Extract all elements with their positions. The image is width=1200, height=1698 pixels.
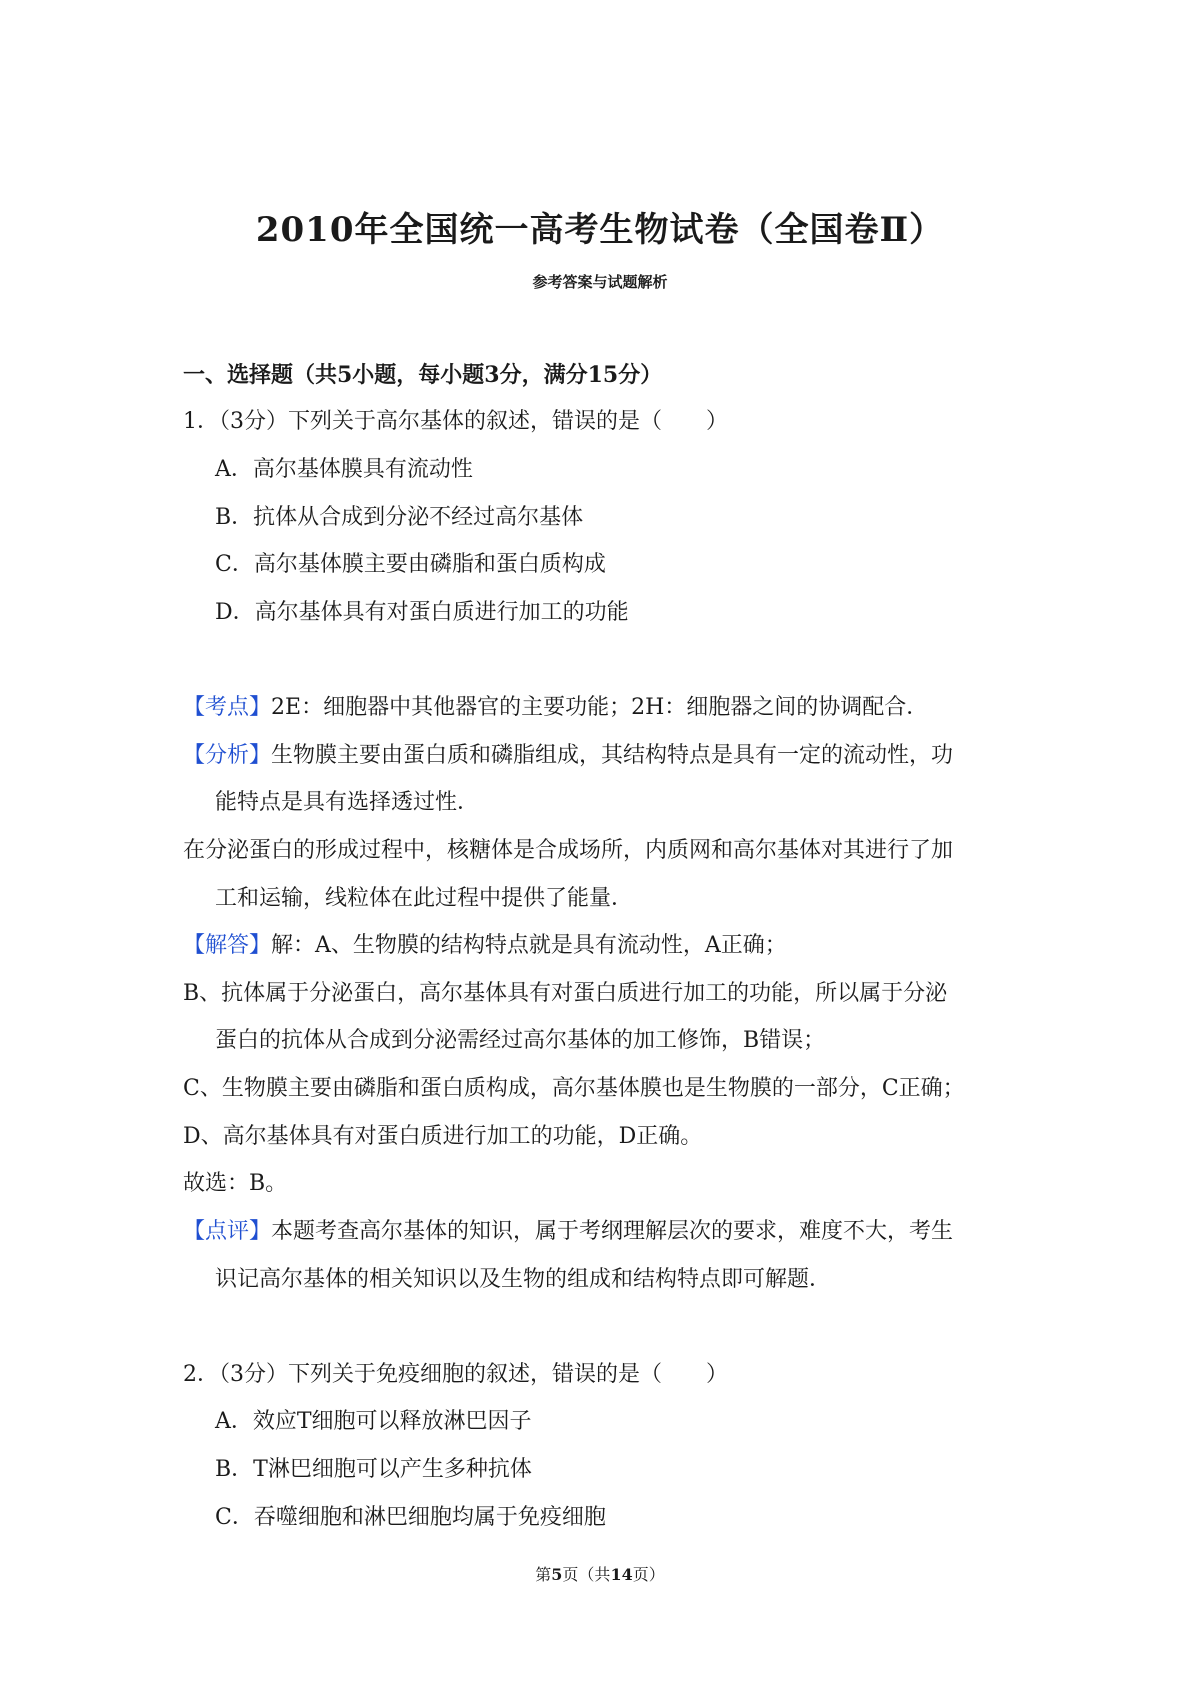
- kaodian-tag: 【考点】: [183, 695, 272, 720]
- jieda-line-1: [183, 931, 1043, 961]
- question-2-stem: 2．（3分）下列关于免疫细胞的叙述，错误的是（ ）: [183, 1362, 728, 1387]
- question-1-stem: 1．（3分）下列关于高尔基体的叙述，错误的是（ ）: [183, 409, 728, 434]
- dianping-text: 本题考查高尔基体的知识，属于考纲理解层次的要求，难度不大，考生: [271, 1219, 954, 1244]
- question-1-option-b: B．抗体从合成到分泌不经过高尔基体: [215, 505, 584, 530]
- question-2-option-b: B．T淋巴细胞可以产生多种抗体: [215, 1457, 532, 1482]
- section-heading: 一、选择题（共5小题，每小题3分，满分15分）: [183, 362, 663, 388]
- fenxi-line-3: 在分泌蛋白的形成过程中，核糖体是合成场所，内质网和高尔基体对其进行了加: [183, 838, 954, 863]
- jieda-tag: 【解答】: [183, 933, 272, 958]
- page-title: 2010年全国统一高考生物试卷（全国卷Ⅱ）: [255, 210, 945, 250]
- question-1-option-c: C．高尔基体膜主要由磷脂和蛋白质构成: [215, 552, 606, 577]
- kaodian-line: [183, 693, 1043, 723]
- dianping-line-2: 识记高尔基体的相关知识以及生物的组成和结构特点即可解题．: [215, 1267, 832, 1292]
- fenxi-line-1: [183, 741, 1043, 771]
- jieda-line-2: B、抗体属于分泌蛋白，高尔基体具有对蛋白质进行加工的功能，所以属于分泌: [183, 981, 948, 1006]
- fenxi-tag: 【分析】: [183, 743, 272, 768]
- dianping-tag: 【点评】: [183, 1219, 272, 1244]
- jieda-text: 解：A、生物膜的结构特点就是具有流动性，A正确；: [271, 933, 787, 958]
- question-2-option-a: A．效应T细胞可以释放淋巴因子: [215, 1409, 532, 1434]
- kaodian-text: 2E：细胞器中其他器官的主要功能；2H：细胞器之间的协调配合．: [271, 695, 929, 720]
- dianping-line-1: [183, 1217, 1043, 1247]
- fenxi-text: 生物膜主要由蛋白质和磷脂组成，其结构特点是具有一定的流动性，功: [271, 743, 954, 768]
- footer-page-number: 5: [551, 1565, 563, 1584]
- answer-line: 故选：B。: [183, 1171, 288, 1196]
- footer-suffix: 页）: [632, 1565, 665, 1584]
- jieda-line-3: 蛋白的抗体从合成到分泌需经过高尔基体的加工修饰，B错误；: [215, 1028, 826, 1053]
- footer-middle: 页（共: [562, 1565, 611, 1584]
- page-footer: [0, 1562, 1200, 1585]
- page-subtitle: 参考答案与试题解析: [532, 273, 668, 291]
- jieda-line-5: D、高尔基体具有对蛋白质进行加工的功能，D正确。: [183, 1124, 703, 1149]
- question-1-option-d: D．高尔基体具有对蛋白质进行加工的功能: [215, 600, 629, 625]
- question-1-option-a: A．高尔基体膜具有流动性: [215, 457, 473, 482]
- fenxi-line-4: 工和运输，线粒体在此过程中提供了能量．: [215, 886, 634, 911]
- question-2-option-c: C．吞噬细胞和淋巴细胞均属于免疫细胞: [215, 1505, 606, 1530]
- fenxi-line-2: 能特点是具有选择透过性．: [215, 790, 480, 815]
- footer-total-pages: 14: [610, 1565, 633, 1584]
- jieda-line-4: C、生物膜主要由磷脂和蛋白质构成，高尔基体膜也是生物膜的一部分，C正确；: [183, 1076, 965, 1101]
- footer-prefix: 第: [535, 1565, 552, 1584]
